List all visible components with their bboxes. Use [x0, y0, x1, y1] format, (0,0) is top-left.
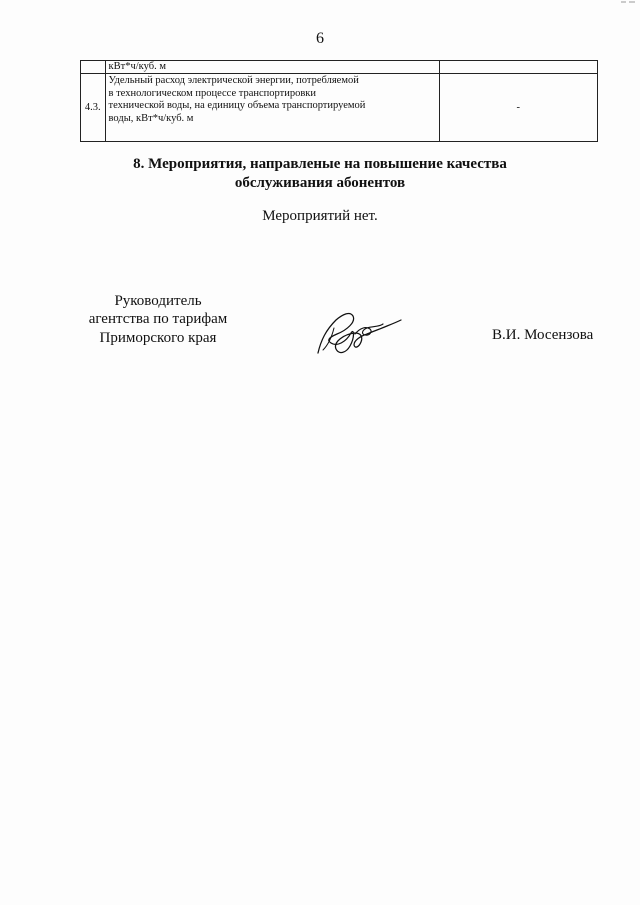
scan-mark-icon — [620, 0, 636, 4]
section-body-text: Мероприятий нет. — [262, 208, 378, 224]
page-number: 6 — [316, 30, 324, 47]
signatory-title-line-1: Руководитель — [114, 293, 202, 309]
signatory-title-line-3: Приморского края — [99, 329, 217, 346]
section-title-line-2: обслуживания абонентов — [234, 174, 406, 191]
table-row-4-3 — [81, 74, 598, 142]
table-cell-number: 4.3. — [81, 74, 106, 142]
signatory-title — [78, 292, 238, 347]
section-title — [0, 155, 640, 193]
description-line: Удельный расход электрической энергии, потребляемой — [108, 75, 359, 87]
tariff-indicators-table — [80, 60, 598, 142]
table-cell-description — [105, 74, 439, 142]
table-row-partial — [81, 61, 598, 74]
table-cell-number — [81, 61, 106, 74]
description-line: технической воды, на единицу объема транспортируемой — [108, 100, 366, 112]
table-cell-description: кВт*ч/куб. м — [105, 61, 439, 74]
table-cell-value — [439, 61, 597, 74]
table-cell-value: - — [439, 74, 597, 142]
description-line: в технологическом процессе транспортировки — [108, 87, 317, 99]
signatory-name: В.И. Мосензова — [492, 327, 594, 343]
signatory-title-line-2: агентства по тарифам — [88, 311, 228, 328]
handwritten-signature — [312, 306, 406, 360]
section-title-line-1: 8. Мероприятия, направленые на повышение качества — [133, 156, 507, 172]
description-line: воды, кВт*ч/куб. м — [108, 112, 194, 124]
